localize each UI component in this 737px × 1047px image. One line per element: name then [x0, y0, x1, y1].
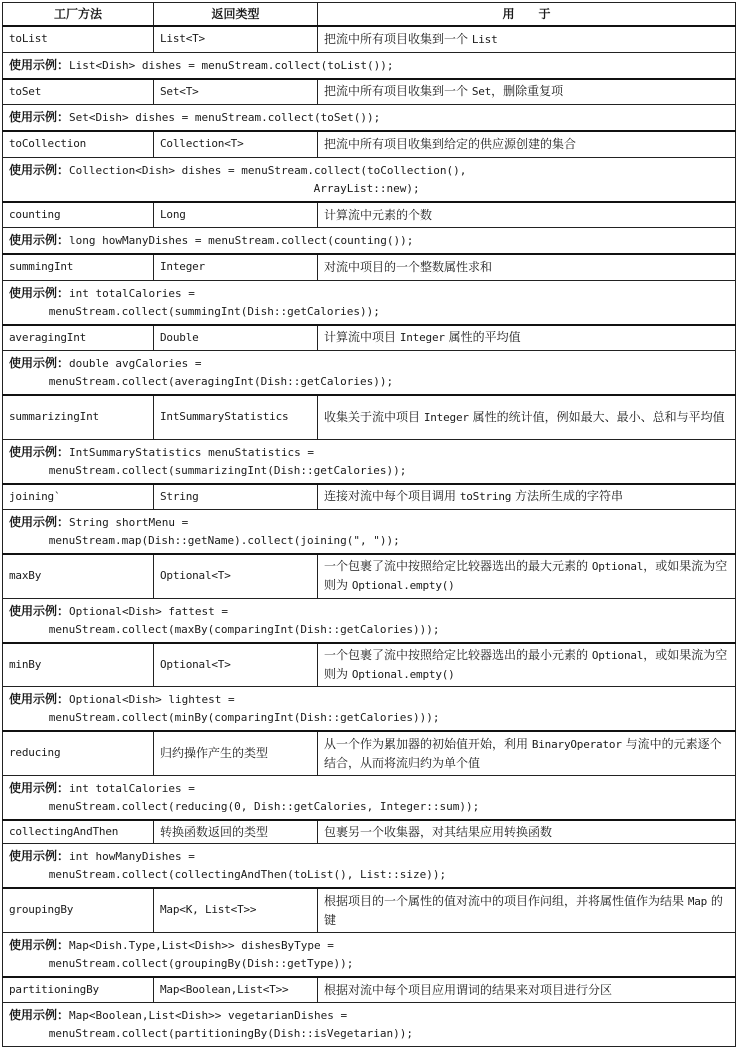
method-row: [3, 731, 736, 775]
usage-label: 使用示例：: [9, 849, 70, 863]
method-name: toList: [3, 26, 154, 52]
return-type: Double: [154, 325, 318, 351]
usage-label: 使用示例：: [9, 233, 70, 247]
method-name: minBy: [3, 643, 154, 687]
usage-label: 使用示例：: [9, 780, 70, 795]
usage-row: [3, 932, 736, 977]
usage-example: [3, 228, 736, 255]
purpose-code: Integer: [399, 331, 445, 345]
usage-label: 使用示例：: [9, 285, 70, 300]
collectors-table: [2, 2, 736, 1047]
usage-row: [3, 844, 736, 889]
purpose-description: [318, 79, 736, 105]
purpose-text: 计算流中项目: [324, 330, 400, 345]
usage-label: 使用示例：: [9, 692, 70, 706]
purpose-text: 一个包裹了流中按照给定比较器选出的最大元素的: [324, 559, 592, 574]
purpose-code: Set: [471, 85, 492, 99]
method-name: groupingBy: [3, 888, 154, 932]
return-type: String: [154, 484, 318, 510]
usage-label: 使用示例：: [9, 110, 70, 124]
usage-row: [3, 687, 736, 732]
usage-code: double avgCalories = menuStream.collect(averagingInt(Dish::getCalories));: [48, 357, 394, 388]
method-row: [3, 325, 736, 351]
method-row: [3, 202, 736, 228]
usage-example: [3, 598, 736, 643]
usage-code: List<Dish> dishes = menuStream.collect(toList());: [69, 58, 394, 72]
usage-label: 使用示例：: [9, 515, 70, 529]
purpose-description: [318, 395, 736, 439]
usage-example: [3, 932, 736, 977]
method-name: summingInt: [3, 254, 154, 280]
purpose-text: 属性的平均值: [444, 330, 521, 345]
method-row: [3, 554, 736, 598]
header-row: [3, 3, 736, 27]
return-type: 归约操作产生的类型: [154, 731, 318, 775]
purpose-text: 计算流中元素的个数: [324, 207, 433, 222]
purpose-text: 对流中项目的一个整数属性求和: [324, 260, 493, 275]
usage-label: 使用示例：: [9, 444, 70, 459]
purpose-code: Optional.empty(): [351, 579, 455, 593]
purpose-description: [318, 484, 736, 510]
method-name: joining`: [3, 484, 154, 510]
usage-example: [3, 351, 736, 396]
method-row: [3, 977, 736, 1003]
usage-row: [3, 439, 736, 484]
return-type: Optional<T>: [154, 643, 318, 687]
usage-example: [3, 1003, 736, 1047]
purpose-code: Optional: [591, 648, 644, 662]
usage-example: [3, 105, 736, 132]
usage-example: [3, 157, 736, 202]
method-row: [3, 254, 736, 280]
usage-code: String shortMenu = menuStream.map(Dish::getName).collect(joining(", "));: [48, 516, 400, 547]
method-row: [3, 484, 736, 510]
table-body: [3, 26, 736, 1047]
usage-example: [3, 775, 736, 820]
usage-code: int totalCalories = menuStream.collect(summingInt(Dish::getCalories));: [48, 286, 380, 318]
method-row: [3, 888, 736, 932]
purpose-code: toString: [459, 490, 512, 504]
purpose-description: [318, 888, 736, 932]
usage-row: [3, 105, 736, 132]
purpose-code: Optional.empty(): [351, 667, 455, 681]
method-row: [3, 395, 736, 439]
usage-label: 使用示例：: [9, 1008, 70, 1022]
usage-code: int howManyDishes = menuStream.collect(collectingAndThen(toList(), List::size));: [48, 850, 447, 881]
usage-example: [3, 439, 736, 484]
method-row: [3, 26, 736, 52]
return-type: Set<T>: [154, 79, 318, 105]
purpose-code: BinaryOperator: [531, 737, 622, 751]
header-purpose: 用 于: [318, 3, 736, 27]
usage-row: [3, 280, 736, 325]
return-type: List<T>: [154, 26, 318, 52]
usage-row: [3, 351, 736, 396]
method-name: toCollection: [3, 131, 154, 157]
usage-code: int totalCalories = menuStream.collect(reducing(0, Dish::getCalories, Integer::sum));: [48, 781, 480, 813]
method-name: partitioningBy: [3, 977, 154, 1003]
purpose-text: 把流中所有项目收集到一个: [324, 31, 472, 46]
purpose-text: 从一个作为累加器的初始值开始，利用: [324, 736, 532, 751]
method-name: collectingAndThen: [3, 820, 154, 844]
usage-code: IntSummaryStatistics menuStatistics = menuStream.collect(summarizingInt(Dish::getCalories));: [48, 445, 407, 477]
purpose-code: Integer: [423, 410, 469, 424]
method-row: [3, 820, 736, 844]
method-row: [3, 131, 736, 157]
purpose-text: 连接对流中每个项目调用: [324, 489, 460, 504]
purpose-text: 包裹另一个收集器，对其结果应用转换函数: [324, 824, 553, 839]
usage-code: Optional<Dish> fattest = menuStream.collect(maxBy(comparingInt(Dish::getCalories)));: [48, 604, 440, 636]
usage-label: 使用示例：: [9, 57, 70, 72]
return-type: IntSummaryStatistics: [154, 395, 318, 439]
purpose-text: 的键: [324, 893, 723, 927]
usage-code: long howManyDishes = menuStream.collect(counting());: [69, 234, 414, 247]
purpose-text: ，或如果流为空则为: [324, 559, 728, 593]
usage-code: Map<Boolean,List<Dish>> vegetarianDishes = menuStream.collect(partitioningBy(Dish::isVegetarian));: [48, 1009, 413, 1040]
purpose-description: [318, 26, 736, 52]
purpose-text: 把流中所有项目收集到一个: [324, 84, 472, 99]
usage-row: [3, 510, 736, 555]
usage-example: [3, 280, 736, 325]
purpose-description: [318, 202, 736, 228]
usage-example: [3, 687, 736, 732]
purpose-description: [318, 131, 736, 157]
usage-example: [3, 844, 736, 889]
purpose-text: 方法所生成的字符串: [511, 489, 624, 504]
purpose-text: 与流中的元素逐个结合，从而将流归约为单个值: [324, 736, 722, 770]
usage-example: [3, 510, 736, 555]
method-name: toSet: [3, 79, 154, 105]
usage-label: 使用示例：: [9, 162, 70, 177]
purpose-text: 一个包裹了流中按照给定比较器选出的最小元素的: [324, 647, 592, 662]
return-type: Collection<T>: [154, 131, 318, 157]
usage-example: [3, 52, 736, 79]
purpose-description: [318, 254, 736, 280]
purpose-text: ，或如果流为空则为: [324, 647, 728, 681]
usage-label: 使用示例：: [9, 356, 70, 370]
purpose-text: 收集关于流中项目: [324, 409, 424, 424]
purpose-text: 属性的统计值，例如最大、最小、总和与平均值: [468, 409, 725, 424]
method-name: maxBy: [3, 554, 154, 598]
method-name: summarizingInt: [3, 395, 154, 439]
purpose-text: 把流中所有项目收集到给定的供应源创建的集合: [324, 137, 577, 152]
purpose-code: Optional: [591, 560, 644, 574]
return-type: Long: [154, 202, 318, 228]
return-type: Map<K, List<T>>: [154, 888, 318, 932]
usage-code: Set<Dish> dishes = menuStream.collect(toSet());: [69, 111, 381, 124]
usage-row: [3, 1003, 736, 1047]
purpose-description: [318, 977, 736, 1003]
usage-label: 使用示例：: [9, 937, 70, 952]
purpose-text: 根据项目的一个属性的值对流中的项目作问组，并将属性值作为结果: [324, 893, 688, 908]
purpose-description: [318, 820, 736, 844]
return-type: Integer: [154, 254, 318, 280]
method-row: [3, 79, 736, 105]
return-type: Optional<T>: [154, 554, 318, 598]
usage-code: Map<Dish.Type,List<Dish>> dishesByType = menuStream.collect(groupingBy(Dish::getType));: [48, 938, 354, 970]
purpose-description: [318, 554, 736, 598]
purpose-text: ，删除重复项: [491, 84, 564, 99]
method-name: reducing: [3, 731, 154, 775]
usage-row: [3, 228, 736, 255]
usage-row: [3, 775, 736, 820]
method-row: [3, 643, 736, 687]
header-method: 工厂方法: [3, 3, 154, 27]
return-type: Map<Boolean,List<T>>: [154, 977, 318, 1003]
method-name: counting: [3, 202, 154, 228]
method-name: averagingInt: [3, 325, 154, 351]
usage-code: Collection<Dish> dishes = menuStream.collect(toCollection(), ArrayList::new);: [69, 163, 467, 195]
purpose-code: List: [471, 32, 498, 46]
purpose-description: [318, 643, 736, 687]
header-return-type: 返回类型: [154, 3, 318, 27]
usage-row: [3, 598, 736, 643]
return-type: 转换函数返回的类型: [154, 820, 318, 844]
purpose-code: Map: [687, 894, 708, 908]
purpose-description: [318, 731, 736, 775]
usage-code: Optional<Dish> lightest = menuStream.collect(minBy(comparingInt(Dish::getCalories)));: [48, 693, 440, 724]
usage-row: [3, 157, 736, 202]
usage-label: 使用示例：: [9, 603, 70, 618]
purpose-description: [318, 325, 736, 351]
purpose-text: 根据对流中每个项目应用谓词的结果来对项目进行分区: [324, 982, 613, 997]
usage-row: [3, 52, 736, 79]
